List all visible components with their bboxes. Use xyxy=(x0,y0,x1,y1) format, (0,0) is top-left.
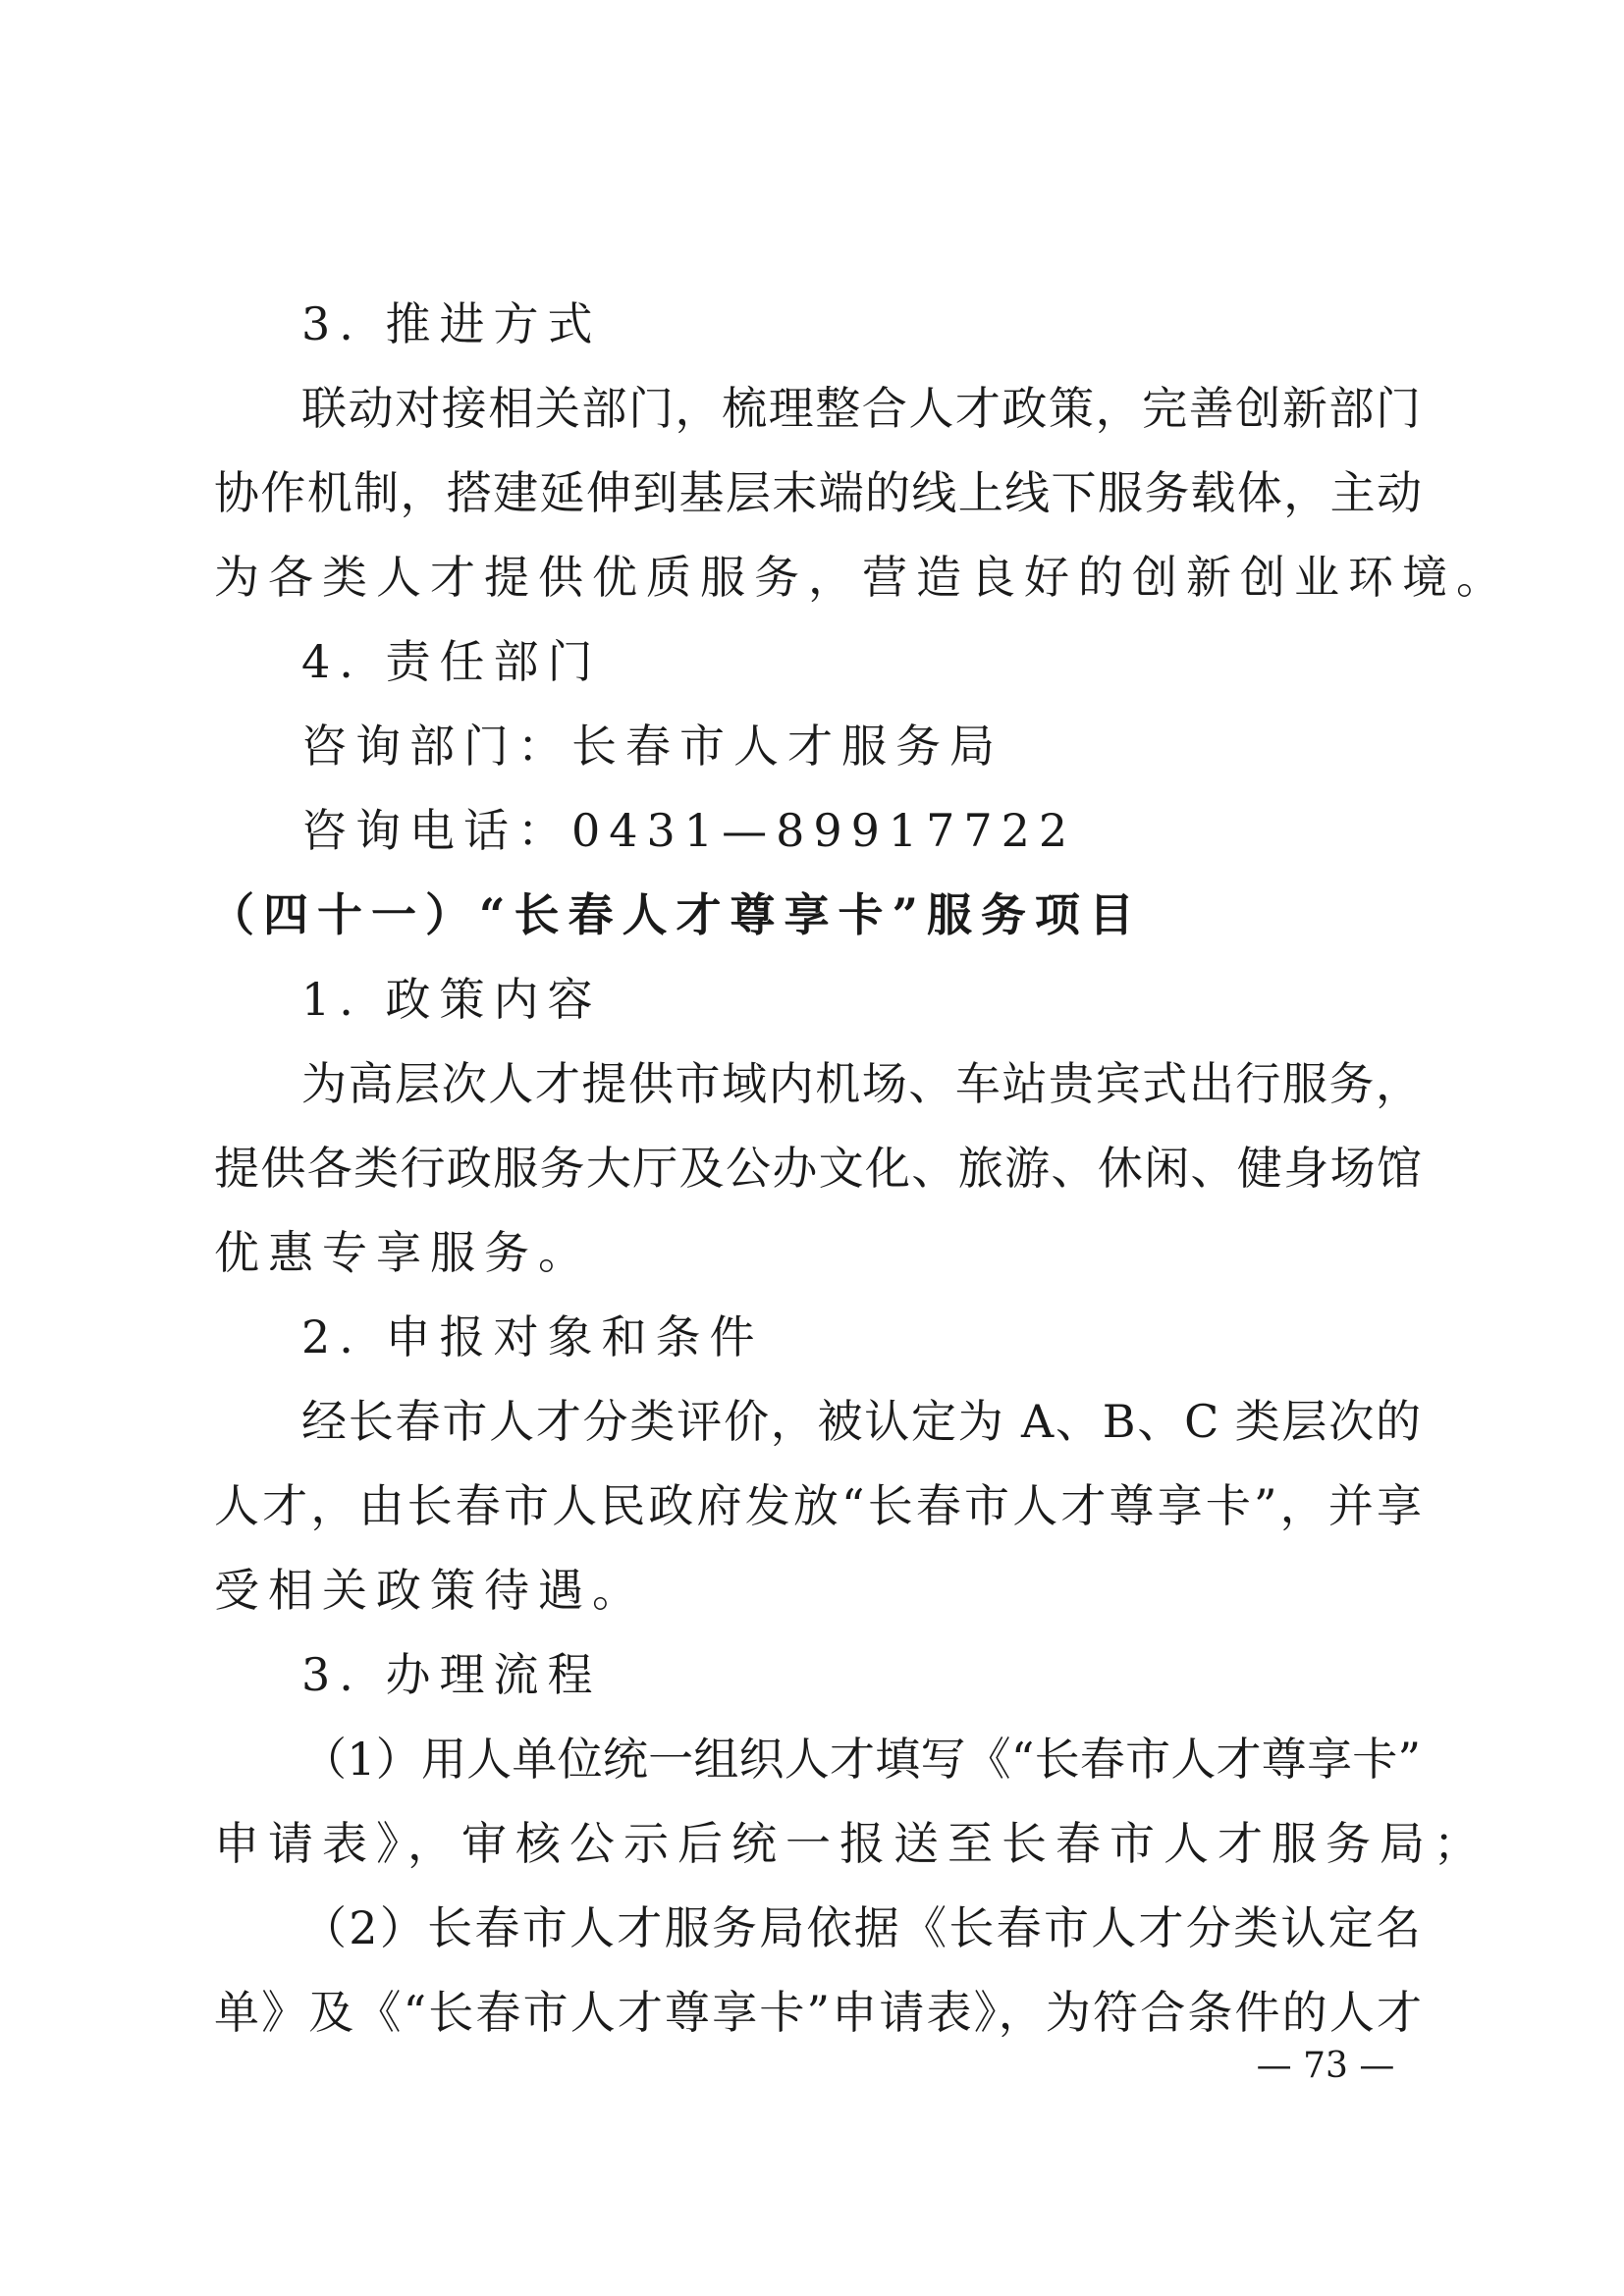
paragraph-line: 联动对接相关部门，梳理整合人才政策，完善创新部门 xyxy=(301,382,1421,435)
paragraph-line: （2）长春市人才服务局依据《长春市人才分类认定名 xyxy=(301,1901,1421,1954)
section-heading-dept: 4. 责任部门 xyxy=(301,635,602,688)
paragraph-line: 申请表》，审核公示后统一报送至长春市人才服务局； xyxy=(214,1817,1488,1870)
paragraph-line: 提供各类行政服务大厅及公办文化、旅游、休闲、健身场馆 xyxy=(214,1142,1422,1195)
paragraph-line: 人才，由长春市人民政府发放“长春市人才尊享卡”，并享 xyxy=(214,1479,1422,1532)
paragraph-line: 经长春市人才分类评价，被认定为 A、B、C 类层次的 xyxy=(301,1395,1421,1448)
paragraph-line: 单》及《“长春市人才尊享卡”申请表》，为符合条件的人才 xyxy=(214,1986,1422,2039)
paragraph-line: 受相关政策待遇。 xyxy=(214,1564,646,1617)
section-heading-eligibility: 2. 申报对象和条件 xyxy=(301,1310,764,1363)
paragraph-line: 协作机制，搭建延伸到基层末端的线上线下服务载体，主动 xyxy=(214,466,1422,519)
section-heading-method: 3. 推进方式 xyxy=(301,297,602,350)
section-heading-policy: 1. 政策内容 xyxy=(301,973,602,1026)
paragraph-line: 为各类人才提供优质服务，营造良好的创新创业环境。 xyxy=(214,551,1510,604)
paragraph-line: （1）用人单位统一组织人才填写《“长春市人才尊享卡” xyxy=(301,1733,1421,1786)
page-number: — 73 — xyxy=(1256,2046,1395,2086)
item-title: （四十一）“长春人才尊享卡”服务项目 xyxy=(209,888,1143,941)
paragraph-line: 优惠专享服务。 xyxy=(214,1226,592,1279)
consult-phone: 咨询电话：0431—89917722 xyxy=(301,804,1077,857)
paragraph-line: 为高层次人才提供市域内机场、车站贵宾式出行服务， xyxy=(301,1057,1421,1110)
section-heading-process: 3. 办理流程 xyxy=(301,1648,602,1701)
consult-department: 咨询部门：长春市人才服务局 xyxy=(301,720,1003,773)
